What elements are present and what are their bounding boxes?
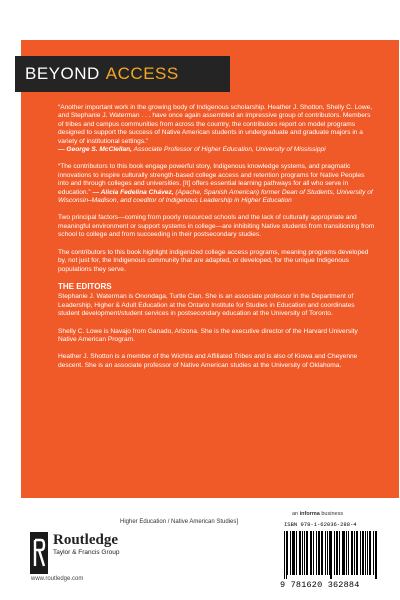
- publisher-name: Routledge: [53, 532, 118, 548]
- editor-bio-shotton: Heather J. Shotton is a member of the Wichita and Affiliated Tribes and is also of Kiowa and Cheyenne descent. She is an associate professor of Native American studies at the University of Oklahoma.: [58, 353, 358, 369]
- blurb-content: [58, 104, 376, 379]
- barcode-digits: 9 781620 362884: [280, 580, 360, 590]
- informa-suffix: business: [321, 511, 344, 517]
- quote-author-title: Associate Professor of Higher Education, University of Mississippi: [133, 146, 326, 154]
- subject-category: Higher Education / Native American Studies]: [120, 519, 239, 525]
- editor-bio-lowe: Shelly C. Lowe is Navajo from Ganado, Arizona. She is the executive director of the Harvard University Native American Program.: [58, 327, 358, 343]
- routledge-mark-icon: [30, 532, 48, 574]
- series-word-access: ACCESS: [105, 64, 179, 83]
- informa-business-tag: [292, 511, 343, 517]
- series-word-beyond: BEYOND: [25, 64, 100, 83]
- barcode-icon: [284, 531, 378, 579]
- editors-heading: THE EDITORS: [58, 281, 112, 291]
- informa-brand: informa: [299, 511, 320, 517]
- quote-author: — George S. McClellan,: [58, 146, 133, 154]
- quote-attribution: [58, 189, 373, 204]
- isbn-barcode: [280, 519, 382, 593]
- publisher-subtitle: Taylor & Francis Group: [53, 549, 120, 556]
- editor-bio-waterman: Stephanie J. Waterman is Onondaga, Turtle Clan. She is an associate professor in the Department of Leadership, Higher & Adult Education at the Ontario Institute for Studies in Education and coordinates student development/student services in postsecondary education at the University of Toronto.: [58, 293, 355, 318]
- quote-mcclellan: [58, 104, 376, 154]
- quote-chavez: [58, 163, 376, 205]
- quote-text: “Another important work in the growing body of Indigenous scholarship. Heather J. Shotton, Shelly C. Lowe, and Stephanie J. Waterman . . . have once again assembled an impressive group of contributors. Members of tribes and campus communities from across the country, the contributors report on model programs designed to support the success of Native American students in undergraduate and graduate majors in a variety of institutional settings.”: [58, 104, 373, 145]
- quote-text: “The contributors to this book engage powerful story, Indigenous knowledge systems, and pragmatic innovations to inspire culturally strength-based college access and retention programs for Native Peoples into and through colleges and universities. [It] offers essential learning pathways for all who serve in education.”: [58, 163, 365, 196]
- description-paragraph-2: The contributors to this book highlight indigenized college access programs, meaning programs developed by, not just for, the Indigenous community that are adapted, or developed, for the unique Indigenous populations they serve.: [58, 248, 369, 273]
- publisher-logo: [30, 532, 119, 574]
- series-banner: [15, 56, 230, 92]
- publisher-url: www.routledge.com: [31, 576, 84, 582]
- informa-prefix: an: [292, 511, 299, 517]
- description-paragraph-1: Two principal factors—coming from poorly resourced schools and the lack of culturally appropriate and meaningful environment or support systems in college—are inhibiting Native students from transitioning from school to college and from succeeding in their postsecondary studies.: [58, 214, 375, 239]
- isbn-text: ISBN 978-1-62036-288-4: [284, 521, 357, 528]
- quote-attribution: [58, 146, 326, 153]
- quote-author-title: (Apache, Spanish American) former Dean of Students, University of Wisconsin–Madison, and coeditor of Indigenous Leadership in Higher Education: [58, 188, 373, 205]
- quote-author: — Alicia Fedelina Chávez,: [92, 188, 174, 196]
